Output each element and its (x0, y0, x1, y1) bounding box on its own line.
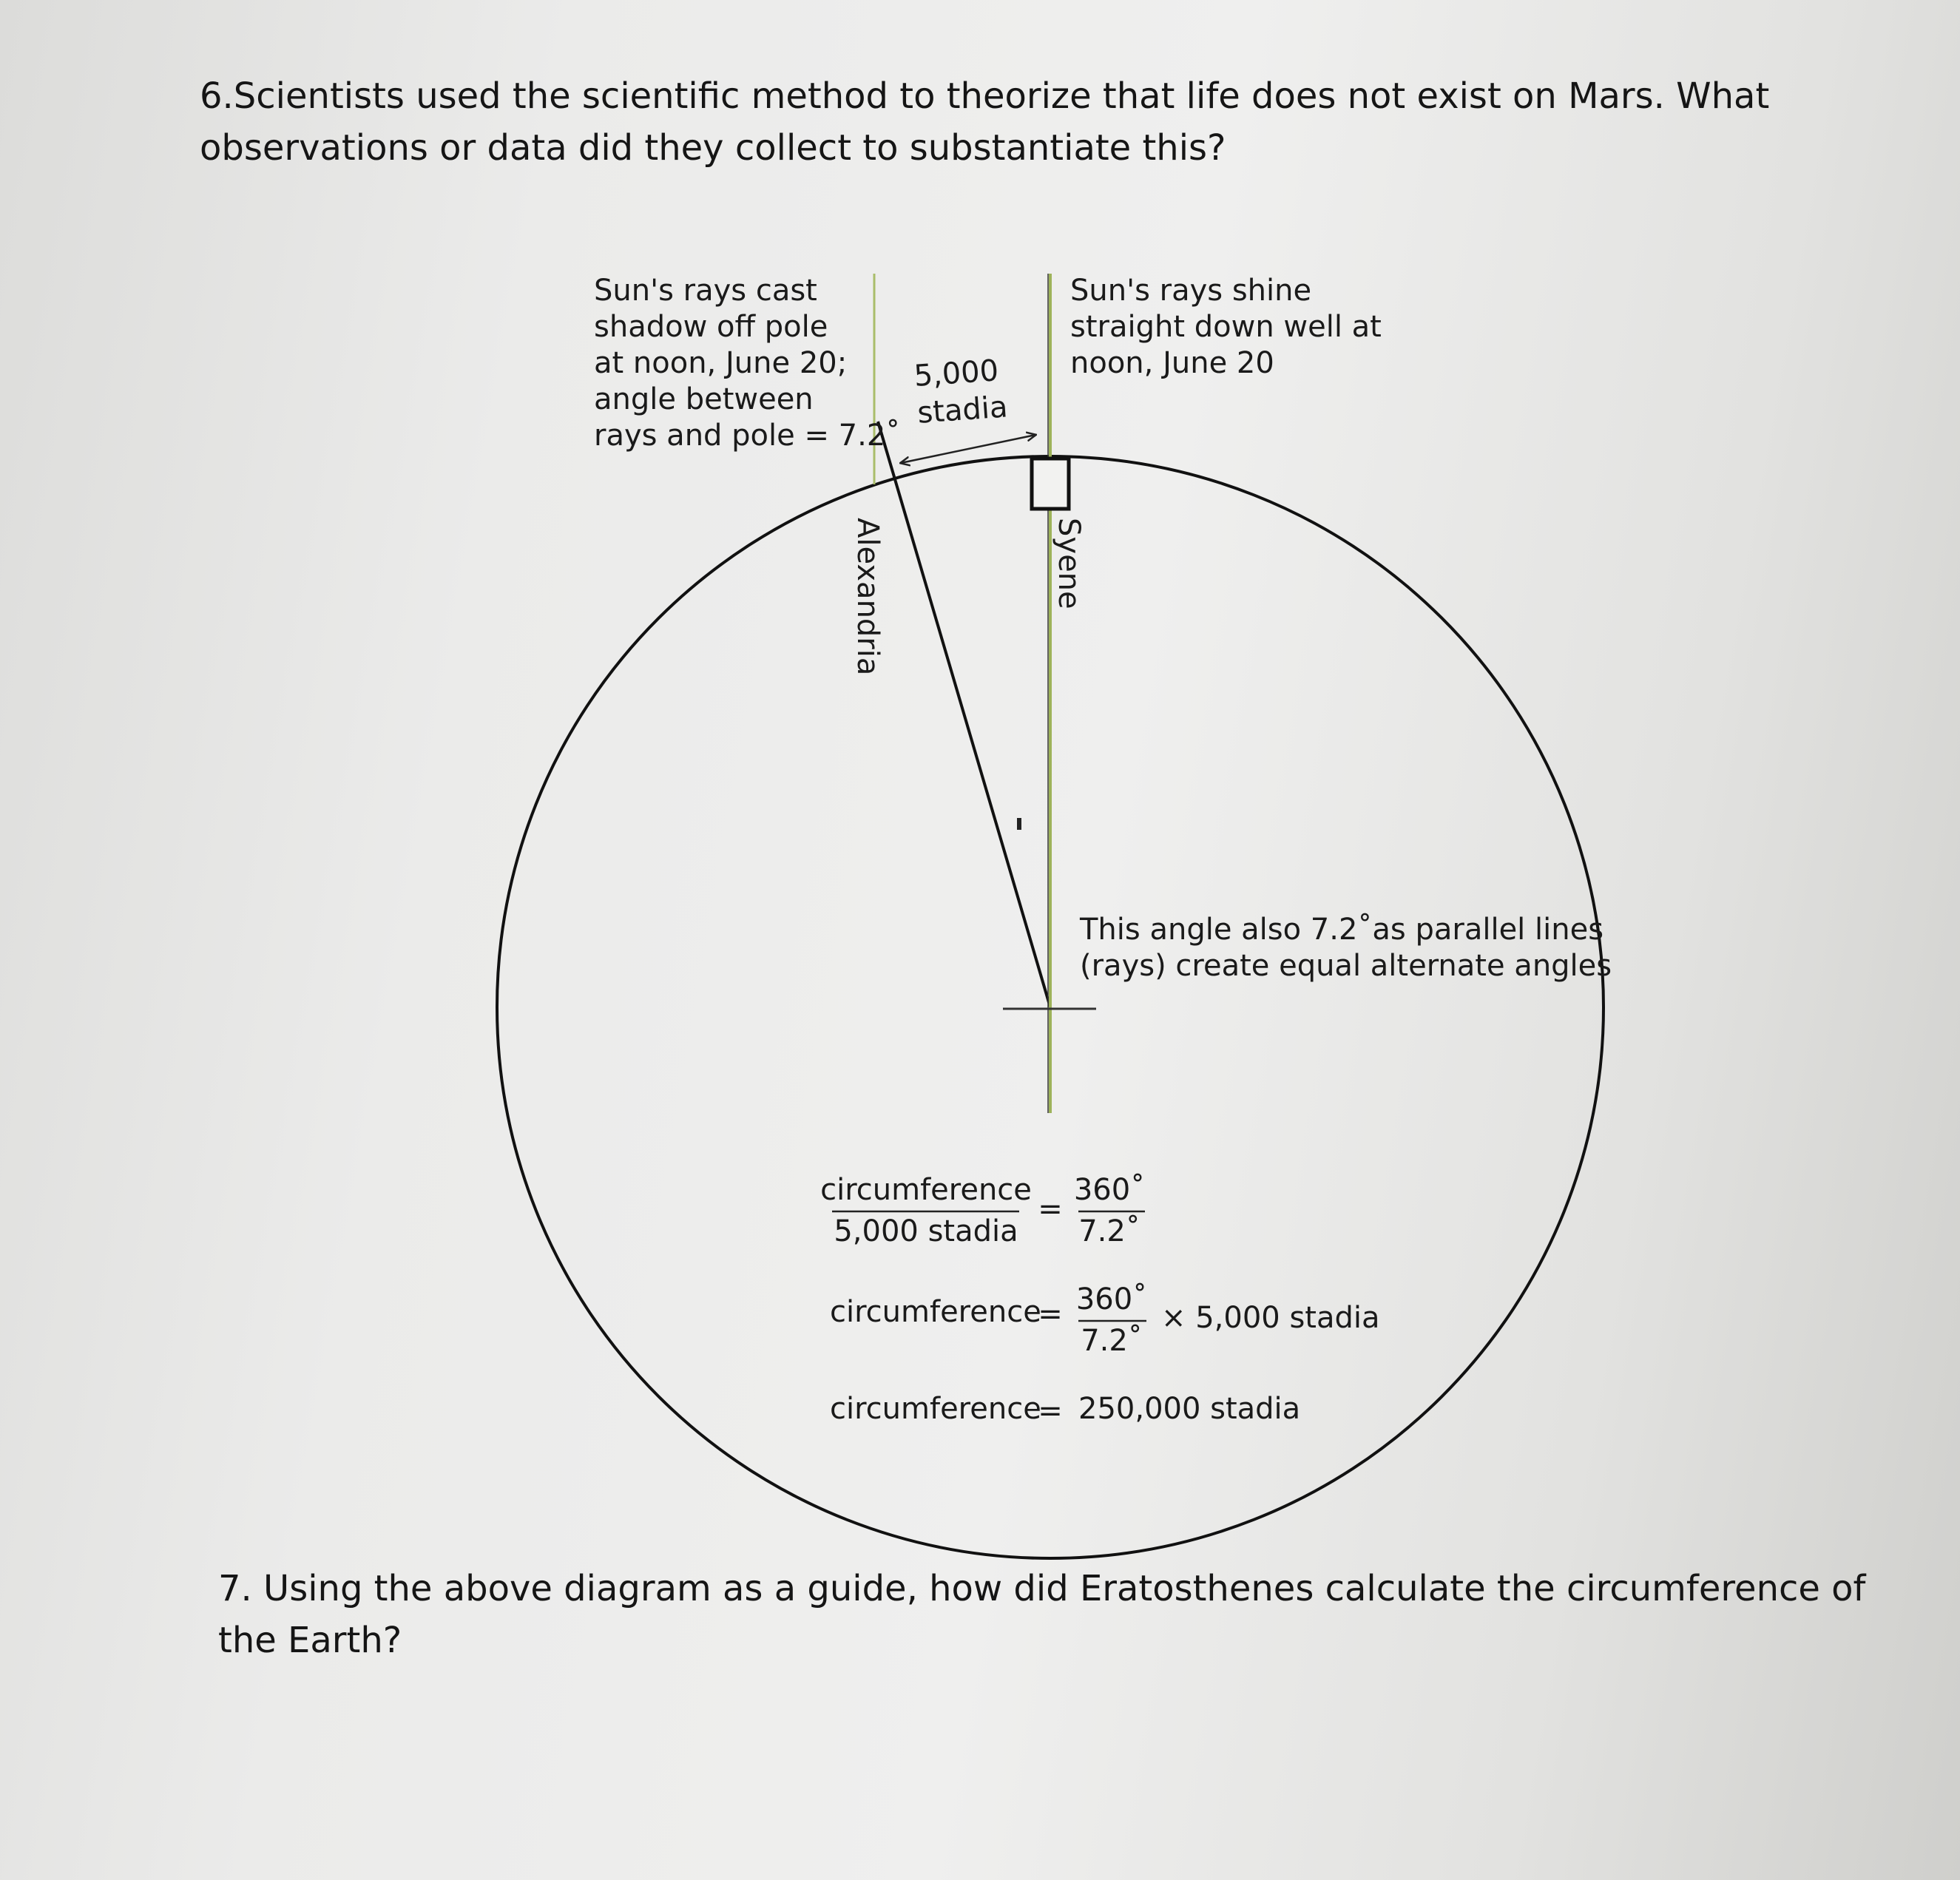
alexandria-note (594, 274, 900, 453)
distance-unit: stadia (916, 390, 1009, 430)
alexandria-note-line: at noon, June 20; (594, 346, 848, 380)
distance-value: 5,000 (913, 354, 1000, 394)
syene-note-line: noon, June 20 (1070, 346, 1274, 380)
alexandria-label: Alexandria (851, 518, 885, 676)
eq3-result: 250,000 stadia (1078, 1392, 1301, 1426)
eq2-numerator: 360˚ (1075, 1282, 1148, 1316)
distance-label (913, 354, 1009, 430)
alexandria-note-line: angle between (594, 382, 814, 416)
well-icon (1032, 459, 1069, 509)
eq2-multiplier: × 5,000 stadia (1161, 1301, 1380, 1335)
eq2-equals: = (1038, 1297, 1063, 1331)
alexandria-note-line: Sun's rays cast (594, 274, 817, 308)
eq3-left: circumference (830, 1392, 1041, 1426)
alexandria-note-line: shadow off pole (594, 310, 828, 344)
angle-note-line: (rays) create equal alternate angles (1080, 949, 1612, 983)
angle-note-line: This angle also 7.2˚as parallel lines (1080, 913, 1604, 947)
eq3-equals: = (1038, 1394, 1063, 1428)
question-7: 7. Using the above diagram as a guide, how did Eratosthenes calculate the circumference of the Earth? (218, 1568, 1866, 1661)
syene-note-line: Sun's rays shine (1070, 274, 1312, 308)
alexandria-ray-line (878, 422, 1050, 1007)
eq1-right-denominator: 7.2˚ (1078, 1214, 1140, 1248)
syene-note (1070, 274, 1391, 380)
eq1-numerator: circumference (820, 1173, 1032, 1207)
eq1-denominator: 5,000 stadia (834, 1214, 1018, 1248)
angle-note (1079, 913, 1613, 983)
eq1-equals: = (1038, 1192, 1063, 1226)
alexandria-note-line: rays and pole = 7.2˚ (594, 419, 901, 453)
eq1-right-numerator: 360˚ (1073, 1173, 1146, 1207)
eq2-denominator: 7.2˚ (1081, 1324, 1143, 1358)
syene-note-line: straight down well at (1070, 310, 1382, 344)
eq2-left: circumference (830, 1295, 1041, 1329)
small-tick-mark (1017, 818, 1021, 830)
question-6: 6.Scientists used the scientific method to theorize that life does not exist on Mars. What observations or data did they collect to substantiate this? (200, 75, 1770, 169)
syene-label: Syene (1052, 518, 1086, 609)
